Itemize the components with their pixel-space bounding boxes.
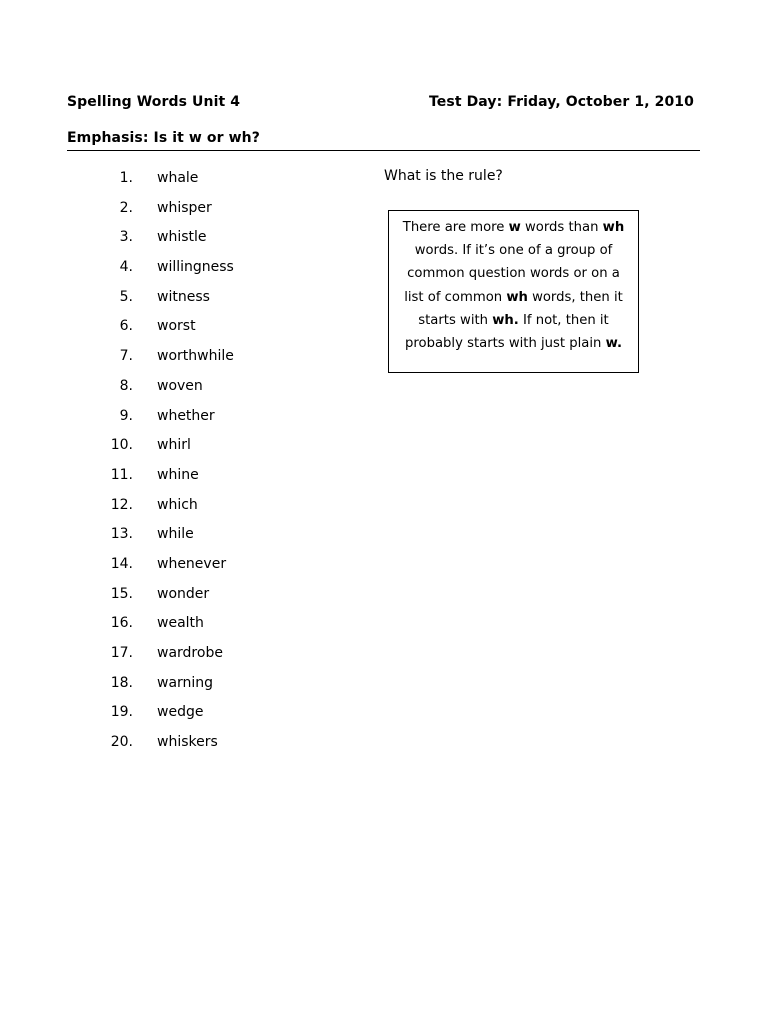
rule-segment: words. If it’s one of a group of common question words or on a list of common [404,243,620,305]
spelling-word: wardrobe [157,645,223,661]
spelling-word: witness [157,288,210,305]
word-number: 5. [119,288,133,305]
rule-text [397,216,630,355]
word-number: 3. [119,229,133,246]
spelling-word: whisper [157,199,212,216]
header-divider [67,150,700,151]
list-item [0,463,320,493]
list-item [0,344,320,374]
word-number: 4. [119,259,133,276]
rule-emphasis: wh [602,220,625,235]
list-item [0,433,320,463]
word-number: 9. [119,407,133,424]
word-number: 20. [110,734,133,751]
list-item [0,582,320,612]
word-number: 16. [110,615,133,632]
list-item [0,671,320,701]
word-number: 8. [119,377,133,394]
list-item [0,493,320,523]
list-item [0,730,320,760]
spelling-word-list [0,166,320,760]
spelling-word: worthwhile [157,348,234,365]
word-number: 13. [110,526,133,543]
spelling-word: whine [157,466,199,483]
word-number: 18. [110,674,133,691]
word-number: 11. [110,466,133,483]
list-item [0,641,320,671]
spelling-word: whale [157,170,199,186]
word-number: 10. [110,437,133,454]
spelling-word: wonder [157,585,210,602]
list-item [0,552,320,582]
spelling-word: wealth [157,615,204,632]
list-item [0,225,320,255]
list-item [0,700,320,730]
rule-emphasis: w. [605,336,622,352]
spelling-word: worst [157,318,196,335]
word-number: 2. [119,199,133,216]
list-item [0,285,320,315]
word-number: 19. [110,704,133,721]
list-item [0,522,320,552]
spelling-word: whirl [157,437,191,454]
rule-box [388,210,639,373]
word-number: 7. [119,348,133,365]
list-item [0,166,320,196]
list-item [0,374,320,404]
list-item [0,196,320,226]
page-title: Spelling Words Unit 4 [67,94,241,110]
spelling-word: wedge [157,704,204,721]
list-item [0,314,320,344]
spelling-word: whether [157,407,215,424]
word-number: 15. [110,585,133,602]
spelling-word: while [157,526,194,543]
rule-segment: There are more [402,220,509,235]
rule-segment: words than [520,220,603,235]
spelling-word: whistle [157,229,207,246]
rule-question: What is the rule? [384,168,503,184]
list-item [0,404,320,434]
rule-emphasis: w [508,220,521,235]
rule-emphasis: wh [506,289,528,305]
spelling-word: which [157,496,198,513]
word-number: 12. [110,496,133,513]
list-item [0,611,320,641]
word-number: 14. [110,555,133,572]
spelling-word: warning [157,674,214,691]
spelling-word: whiskers [157,734,218,751]
word-number: 17. [110,645,133,661]
test-day: Test Day: Friday, October 1, 2010 [429,94,694,110]
spelling-word: whenever [157,555,227,572]
rule-segment: If not, then it probably starts with just plain [405,312,609,352]
rule-emphasis: wh. [492,312,519,328]
list-item [0,255,320,285]
word-number: 6. [119,318,133,335]
spelling-word: woven [157,377,203,394]
rule-segment: words, then it starts with [418,289,623,328]
spelling-word: willingness [157,259,234,276]
emphasis-heading: Emphasis: Is it w or wh? [67,130,260,146]
word-number: 1. [119,170,133,186]
